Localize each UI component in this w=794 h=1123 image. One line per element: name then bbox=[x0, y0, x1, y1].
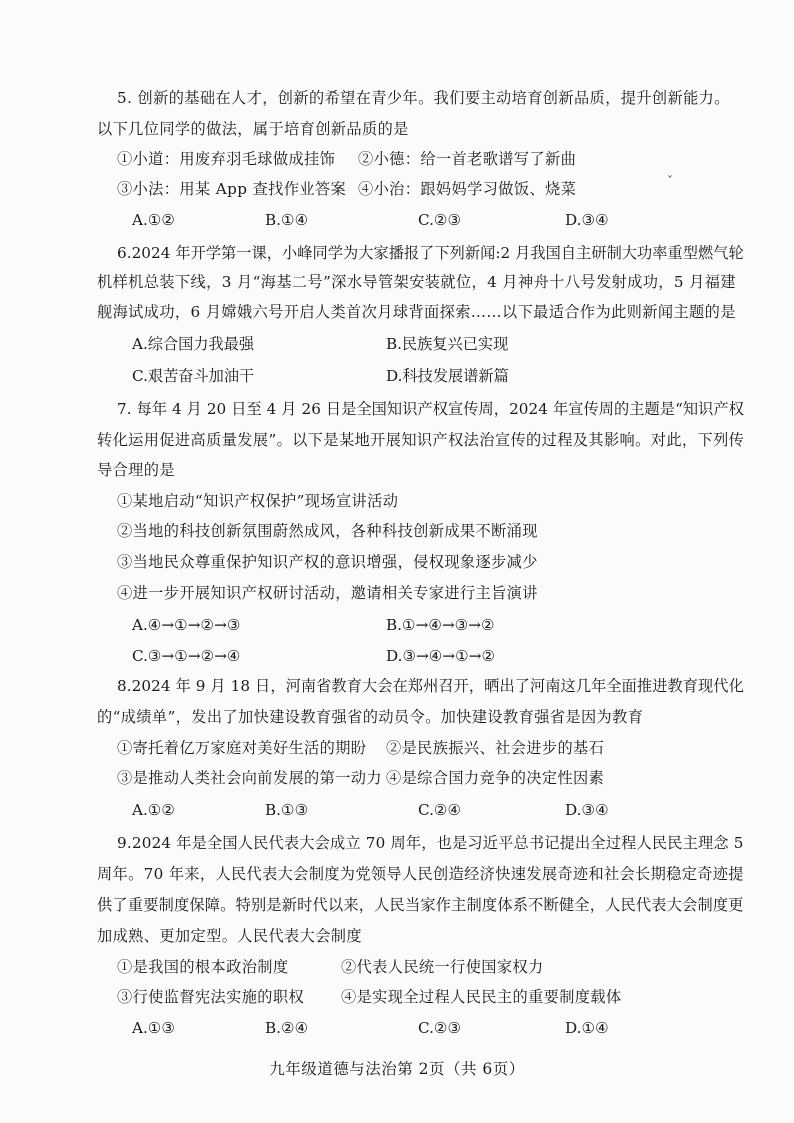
question-9-stem-line-3: 供了重要制度保障。特别是新时代以来，人民当家作主制度体系不断健全，人民代表大会制度更 bbox=[97, 896, 744, 914]
question-5-statement-2: ②小德：给一首老歌谱写了新曲 bbox=[358, 150, 577, 168]
question-5-stem-line-2: 以下几位同学的做法，属于培育创新品质的是 bbox=[97, 120, 409, 138]
question-7-statement-2: ②当地的科技创新氛围蔚然成风，各种科技创新成果不断涌现 bbox=[117, 522, 538, 540]
question-7-statement-1: ①某地启动“知识产权保护”现场宣讲活动 bbox=[117, 492, 399, 510]
question-6-option-a[interactable]: A.综合国力我最强 bbox=[132, 335, 255, 353]
question-8-statement-3: ③是推动人类社会向前发展的第一动力 bbox=[117, 769, 382, 787]
question-6-stem-line-1: 6.2024 年开学第一课，小峰同学为大家播报了下列新闻:2 月我国自主研制大功率重型燃气轮 bbox=[117, 244, 744, 262]
question-8-statement-4: ④是综合国力竞争的决定性因素 bbox=[386, 769, 605, 787]
question-7-stem-line-3: 导合理的是 bbox=[97, 461, 175, 479]
question-7-stem-line-1: 7. 每年 4 月 20 日至 4 月 26 日是全国知识产权宣传周，2024 年宣传周的主题是“知识产权 bbox=[117, 400, 744, 418]
question-8-option-b[interactable]: B.①③ bbox=[265, 801, 309, 819]
question-5-option-a[interactable]: A.①② bbox=[132, 211, 176, 229]
question-5-stem-line-1: 5. 创新的基础在人才，创新的希望在青少年。我们要主动培育创新品质，提升创新能力。 bbox=[117, 89, 730, 107]
question-9-stem-line-4: 加成熟、更加定型。人民代表大会制度 bbox=[97, 927, 362, 945]
question-9-statement-3: ③行使监督宪法实施的职权 bbox=[117, 988, 305, 1006]
question-6-option-b[interactable]: B.民族复兴已实现 bbox=[386, 335, 509, 353]
question-5-option-c[interactable]: C.②③ bbox=[418, 211, 462, 229]
question-5-statement-4: ④小治：跟妈妈学习做饭、烧菜 bbox=[358, 180, 577, 198]
question-9-option-a[interactable]: A.①③ bbox=[132, 1019, 176, 1037]
question-9-statement-4: ④是实现全过程人民民主的重要制度载体 bbox=[341, 988, 622, 1006]
question-9-option-d[interactable]: D.①④ bbox=[565, 1019, 609, 1037]
question-8-statement-1: ①寄托着亿万家庭对美好生活的期盼 bbox=[117, 739, 367, 757]
question-9-option-c[interactable]: C.②③ bbox=[418, 1019, 462, 1037]
page-footer: 九年级道德与法治第 2页（共 6页） bbox=[269, 1060, 525, 1078]
question-8-statement-2: ②是民族振兴、社会进步的基石 bbox=[386, 739, 605, 757]
question-9-statement-1: ①是我国的根本政治制度 bbox=[117, 958, 289, 976]
question-7-statement-3: ③当地民众尊重保护知识产权的意识增强，侵权现象逐步减少 bbox=[117, 553, 538, 571]
question-8-option-a[interactable]: A.①② bbox=[132, 801, 176, 819]
question-6-option-c[interactable]: C.艰苦奋斗加油干 bbox=[132, 367, 255, 385]
question-7-statement-4: ④进一步开展知识产权研讨活动，邀请相关专家进行主旨演讲 bbox=[117, 584, 538, 602]
question-6-option-d[interactable]: D.科技发展谱新篇 bbox=[386, 367, 509, 385]
question-6-stem-line-3: 舰海试成功，6 月嫦娥六号开启人类首次月球背面探索……以下最适合作为此则新闻主题的是 bbox=[97, 303, 736, 321]
question-8-option-c[interactable]: C.②④ bbox=[418, 801, 462, 819]
question-9-stem-line-1: 9.2024 年是全国人民代表大会成立 70 周年，也是习近平总书记提出全过程人民民主理念 5 bbox=[117, 834, 744, 852]
question-5-statement-1: ①小道：用废弃羽毛球做成挂饰 bbox=[117, 150, 336, 168]
question-6-stem-line-2: 机样机总装下线，3 月“海基二号”深水导管架安装就位，4 月神舟十八号发射成功，5 月福建 bbox=[97, 273, 736, 291]
question-8-stem-line-2: 的“成绩单”，发出了加快建设教育强省的动员令。加快建设教育强省是因为教育 bbox=[97, 708, 644, 726]
question-8-stem-line-1: 8.2024 年 9 月 18 日，河南省教育大会在郑州召开，晒出了河南这几年全面推进教育现代化 bbox=[117, 677, 744, 695]
question-7-option-a[interactable]: A.④→①→②→③ bbox=[132, 616, 241, 634]
question-7-option-b[interactable]: B.①→④→③→② bbox=[386, 616, 495, 634]
question-7-option-c[interactable]: C.③→①→②→④ bbox=[132, 647, 241, 665]
question-7-stem-line-2: 转化运用促进高质量发展”。以下是某地开展知识产权法治宣传的过程及其影响。对此，下列传 bbox=[97, 431, 745, 449]
stray-mark: ˇ bbox=[667, 174, 673, 188]
question-5-statement-3: ③小法：用某 App 查找作业答案 bbox=[117, 180, 347, 198]
question-5-option-b[interactable]: B.①④ bbox=[265, 211, 309, 229]
question-5-option-d[interactable]: D.③④ bbox=[565, 211, 609, 229]
question-8-option-d[interactable]: D.③④ bbox=[565, 801, 609, 819]
question-9-stem-line-2: 周年。70 年来，人民代表大会制度为党领导人民创造经济快速发展奇迹和社会长期稳定奇迹提 bbox=[97, 865, 744, 883]
question-9-option-b[interactable]: B.②④ bbox=[265, 1019, 309, 1037]
question-9-statement-2: ②代表人民统一行使国家权力 bbox=[341, 958, 544, 976]
question-7-option-d[interactable]: D.③→④→①→② bbox=[386, 647, 496, 665]
